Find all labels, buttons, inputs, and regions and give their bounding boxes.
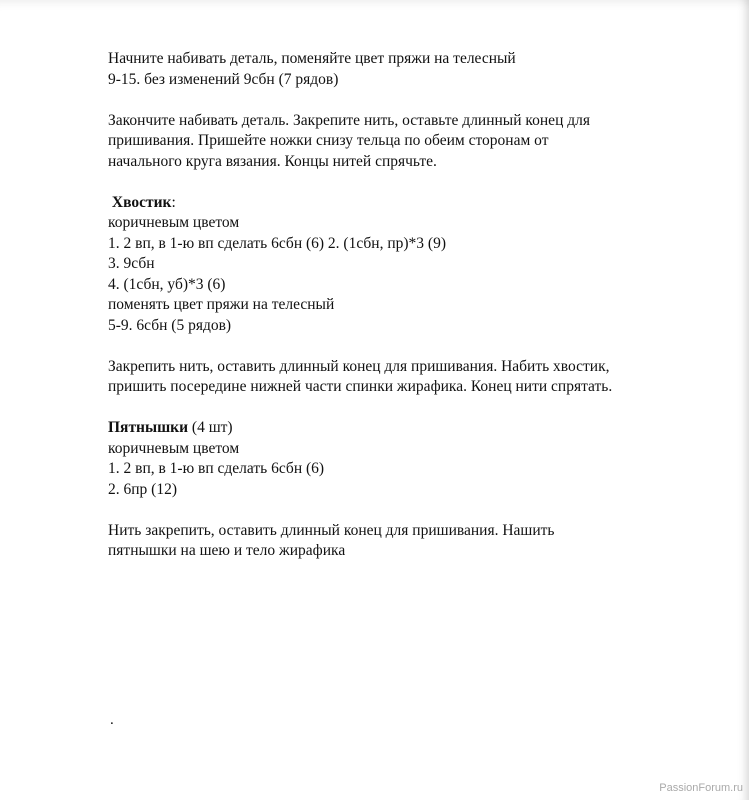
spots-heading-suffix: (4 шт): [188, 419, 233, 436]
section-finish-legs: [108, 111, 708, 173]
text-line: начального круга вязания. Концы нитей спрячьте.: [108, 152, 437, 170]
stray-mark: .: [110, 712, 114, 728]
document-body: [108, 49, 708, 562]
text-line: поменять цвет пряжи на телесный: [108, 296, 335, 313]
text-line: Нить закрепить, оставить длинный конец для пришивания. Нашить: [108, 521, 555, 539]
text-line: коричневым цветом: [108, 439, 240, 457]
text-line: коричневым цветом: [108, 214, 240, 231]
text-line: 1. 2 вп, в 1-ю вп сделать 6сбн (6): [108, 460, 325, 477]
section-spots: [108, 418, 708, 500]
section-spots-finish: [108, 521, 708, 562]
tail-heading-title: Хвостик: [111, 193, 172, 211]
spots-heading: [108, 418, 708, 439]
text-line: 9-15. без изменений 9сбн (7 рядов): [108, 70, 339, 88]
text-line: 3. 9сбн: [108, 255, 155, 272]
text-line: пришивания. Пришейте ножки снизу тельца по обеим сторонам от: [108, 132, 549, 149]
text-line: пятнышки на шею и тело жирафика: [108, 542, 346, 559]
text-line: 5-9. 6сбн (5 рядов): [108, 316, 232, 334]
section-intro: [108, 49, 708, 90]
watermark: PassionForum.ru: [659, 782, 743, 794]
text-line: Закрепить нить, оставить длинный конец для пришивания. Набить хвостик,: [108, 357, 610, 375]
tail-heading: [108, 193, 708, 214]
section-tail-finish: [108, 357, 708, 398]
text-line: пришить посередине нижней части спинки жирафика. Конец нити спрятать.: [108, 378, 613, 395]
text-line: 1. 2 вп, в 1-ю вп сделать 6сбн (6) 2. (1сбн, пр)*3 (9): [108, 234, 447, 252]
text-line: Начните набивать деталь, поменяйте цвет пряжи на телесный: [108, 50, 516, 67]
text-line: Закончите набивать деталь. Закрепите нить, оставьте длинный конец для: [108, 111, 590, 129]
section-tail: [108, 193, 708, 337]
text-line: 4. (1сбн, уб)*3 (6): [108, 275, 226, 293]
spots-heading-title: Пятнышки: [108, 419, 189, 436]
text-line: 2. 6пр (12): [108, 480, 177, 498]
tail-heading-suffix: :: [171, 193, 176, 211]
